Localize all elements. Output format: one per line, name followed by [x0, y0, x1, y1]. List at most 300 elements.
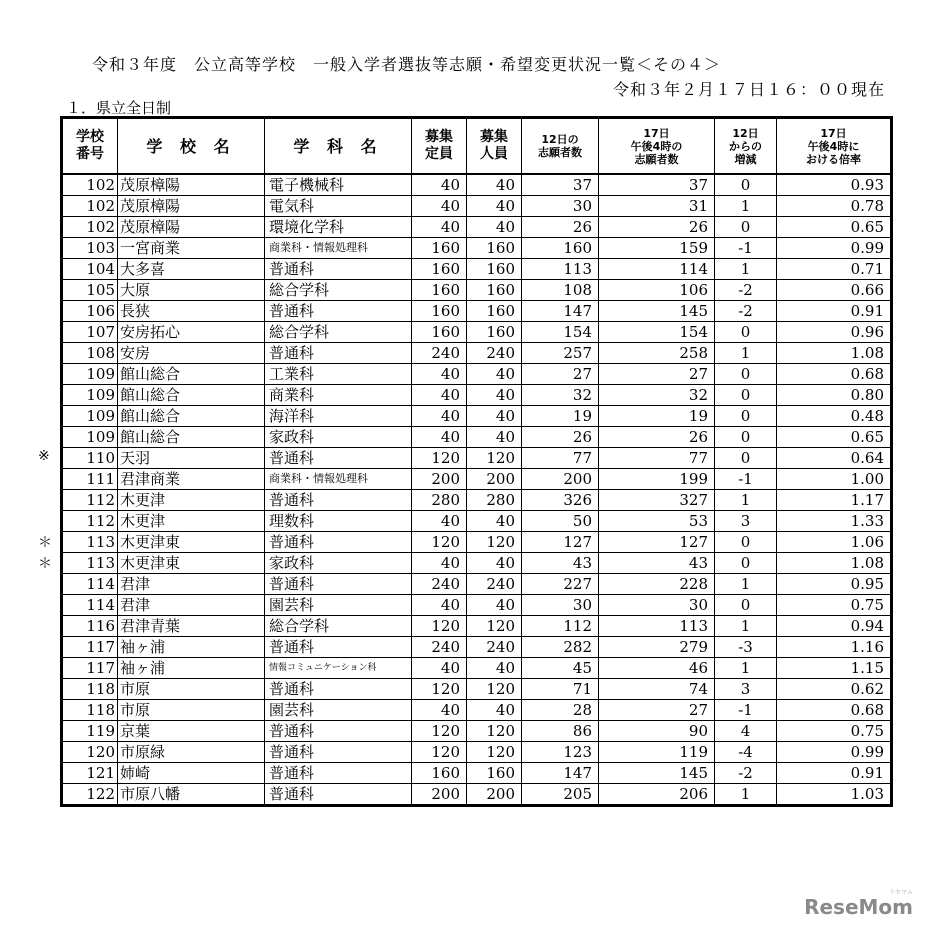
quota-cell: 120 — [412, 616, 467, 637]
change-cell: -2 — [715, 280, 777, 301]
apps12-cell: 113 — [522, 259, 599, 280]
school-name-cell: 姉崎 — [118, 763, 265, 784]
change-cell: -1 — [715, 238, 777, 259]
quota-cell: 120 — [412, 532, 467, 553]
school-name-cell: 君津商業 — [118, 469, 265, 490]
school-number-cell: 122 — [62, 784, 118, 806]
recruit-cell: 40 — [467, 511, 522, 532]
school-name-cell: 京葉 — [118, 721, 265, 742]
apps12-cell: 28 — [522, 700, 599, 721]
school-number-cell: 112 — [62, 511, 118, 532]
table-row — [62, 469, 892, 490]
table-row — [62, 364, 892, 385]
department-cell: 工業科 — [265, 364, 412, 385]
quota-cell: 200 — [412, 469, 467, 490]
apps17-cell: 228 — [599, 574, 715, 595]
school-number-cell: 116 — [62, 616, 118, 637]
quota-cell: 120 — [412, 742, 467, 763]
table-row — [62, 595, 892, 616]
ratio-cell: 1.00 — [777, 469, 892, 490]
recruit-cell: 160 — [467, 238, 522, 259]
change-cell: 1 — [715, 259, 777, 280]
change-cell: 1 — [715, 490, 777, 511]
ratio-cell: 0.64 — [777, 448, 892, 469]
school-name-cell: 安房拓心 — [118, 322, 265, 343]
apps17-cell: 279 — [599, 637, 715, 658]
school-name-cell: 茂原樟陽 — [118, 174, 265, 196]
school-name-cell: 茂原樟陽 — [118, 217, 265, 238]
table-row — [62, 700, 892, 721]
ratio-cell: 0.75 — [777, 721, 892, 742]
change-cell: -4 — [715, 742, 777, 763]
school-number-cell: 102 — [62, 196, 118, 217]
quota-cell: 40 — [412, 196, 467, 217]
department-cell: 普通科 — [265, 679, 412, 700]
col-header-change: 12日 からの 増減 — [715, 118, 777, 175]
recruit-cell: 280 — [467, 490, 522, 511]
recruit-cell: 160 — [467, 322, 522, 343]
apps17-cell: 77 — [599, 448, 715, 469]
school-number-cell: 118 — [62, 679, 118, 700]
school-name-cell: 袖ヶ浦 — [118, 637, 265, 658]
table-row — [62, 427, 892, 448]
department-cell: 普通科 — [265, 301, 412, 322]
apps12-cell: 30 — [522, 595, 599, 616]
apps17-cell: 30 — [599, 595, 715, 616]
quota-cell: 120 — [412, 721, 467, 742]
recruit-cell: 120 — [467, 448, 522, 469]
table-row — [62, 406, 892, 427]
change-cell: 1 — [715, 658, 777, 679]
ratio-cell: 1.15 — [777, 658, 892, 679]
school-number-cell: 117 — [62, 637, 118, 658]
ratio-cell: 0.68 — [777, 700, 892, 721]
ratio-cell: 0.91 — [777, 301, 892, 322]
school-number-cell: 109 — [62, 427, 118, 448]
apps17-cell: 327 — [599, 490, 715, 511]
ratio-cell: 0.66 — [777, 280, 892, 301]
change-cell: -2 — [715, 763, 777, 784]
table-row — [62, 511, 892, 532]
apps12-cell: 123 — [522, 742, 599, 763]
change-cell: 0 — [715, 174, 777, 196]
ratio-cell: 0.93 — [777, 174, 892, 196]
ratio-cell: 0.62 — [777, 679, 892, 700]
quota-cell: 160 — [412, 322, 467, 343]
apps17-cell: 43 — [599, 553, 715, 574]
change-cell: 1 — [715, 343, 777, 364]
school-number-cell: 106 — [62, 301, 118, 322]
col-header-apps17: 17日 午後4時の 志願者数 — [599, 118, 715, 175]
apps17-cell: 106 — [599, 280, 715, 301]
school-name-cell: 天羽 — [118, 448, 265, 469]
department-cell: 環境化学科 — [265, 217, 412, 238]
change-cell: 0 — [715, 322, 777, 343]
quota-cell: 40 — [412, 217, 467, 238]
recruit-cell: 240 — [467, 574, 522, 595]
apps17-cell: 19 — [599, 406, 715, 427]
ratio-cell: 0.91 — [777, 763, 892, 784]
school-number-cell: 104 — [62, 259, 118, 280]
recruit-cell: 40 — [467, 427, 522, 448]
school-name-cell: 館山総合 — [118, 406, 265, 427]
apps12-cell: 26 — [522, 217, 599, 238]
col-header-recruit: 募集 人員 — [467, 118, 522, 175]
apps12-cell: 108 — [522, 280, 599, 301]
recruit-cell: 40 — [467, 364, 522, 385]
school-number-cell: 112 — [62, 490, 118, 511]
ratio-cell: 0.65 — [777, 427, 892, 448]
table-row — [62, 553, 892, 574]
change-cell: 1 — [715, 616, 777, 637]
ratio-cell: 1.16 — [777, 637, 892, 658]
school-number-cell: 114 — [62, 574, 118, 595]
school-number-cell: 109 — [62, 385, 118, 406]
apps12-cell: 27 — [522, 364, 599, 385]
recruit-cell: 240 — [467, 637, 522, 658]
recruit-cell: 40 — [467, 658, 522, 679]
row-note-mark: ＊ — [38, 556, 52, 572]
department-cell: 海洋科 — [265, 406, 412, 427]
table-row — [62, 742, 892, 763]
table-header-row — [62, 118, 892, 175]
school-name-cell: 君津 — [118, 574, 265, 595]
table-row — [62, 280, 892, 301]
table-row — [62, 574, 892, 595]
apps17-cell: 46 — [599, 658, 715, 679]
school-name-cell: 木更津東 — [118, 532, 265, 553]
quota-cell: 40 — [412, 427, 467, 448]
apps12-cell: 43 — [522, 553, 599, 574]
department-cell: 普通科 — [265, 763, 412, 784]
document-title: 令和３年度 公立高等学校 一般入学者選抜等志願・希望変更状況一覧＜その４＞ — [92, 55, 722, 74]
department-cell: 普通科 — [265, 637, 412, 658]
recruit-cell: 160 — [467, 763, 522, 784]
table-row — [62, 763, 892, 784]
apps17-cell: 53 — [599, 511, 715, 532]
table-row — [62, 259, 892, 280]
department-cell: 普通科 — [265, 448, 412, 469]
apps17-cell: 258 — [599, 343, 715, 364]
school-number-cell: 119 — [62, 721, 118, 742]
change-cell: 0 — [715, 364, 777, 385]
table-row — [62, 343, 892, 364]
department-cell: 普通科 — [265, 490, 412, 511]
school-name-cell: 市原 — [118, 679, 265, 700]
school-number-cell: 113 — [62, 553, 118, 574]
apps12-cell: 45 — [522, 658, 599, 679]
recruit-cell: 120 — [467, 532, 522, 553]
quota-cell: 200 — [412, 784, 467, 806]
department-cell: 電子機械科 — [265, 174, 412, 196]
school-name-cell: 君津青葉 — [118, 616, 265, 637]
school-number-cell: 102 — [62, 174, 118, 196]
apps12-cell: 32 — [522, 385, 599, 406]
col-header-quota: 募集 定員 — [412, 118, 467, 175]
change-cell: 0 — [715, 595, 777, 616]
table-row — [62, 238, 892, 259]
table-row — [62, 301, 892, 322]
recruit-cell: 40 — [467, 217, 522, 238]
quota-cell: 40 — [412, 700, 467, 721]
department-cell: 普通科 — [265, 259, 412, 280]
department-cell: 商業科・情報処理科 — [265, 238, 412, 259]
school-number-cell: 110 — [62, 448, 118, 469]
table-row — [62, 322, 892, 343]
quota-cell: 160 — [412, 280, 467, 301]
school-number-cell: 120 — [62, 742, 118, 763]
quota-cell: 40 — [412, 364, 467, 385]
school-number-cell: 107 — [62, 322, 118, 343]
apps12-cell: 147 — [522, 763, 599, 784]
change-cell: 0 — [715, 532, 777, 553]
apps12-cell: 112 — [522, 616, 599, 637]
recruit-cell: 40 — [467, 595, 522, 616]
department-cell: 総合学科 — [265, 280, 412, 301]
apps17-cell: 145 — [599, 763, 715, 784]
as-of-date: 令和３年２月１７日１６：００現在 — [612, 80, 885, 99]
recruit-cell: 40 — [467, 406, 522, 427]
apps12-cell: 19 — [522, 406, 599, 427]
department-cell: 普通科 — [265, 574, 412, 595]
col-header-number: 学校 番号 — [62, 118, 118, 175]
school-name-cell: 大原 — [118, 280, 265, 301]
apps12-cell: 50 — [522, 511, 599, 532]
apps12-cell: 127 — [522, 532, 599, 553]
ratio-cell: 0.68 — [777, 364, 892, 385]
recruit-cell: 200 — [467, 784, 522, 806]
change-cell: 0 — [715, 427, 777, 448]
apps17-cell: 119 — [599, 742, 715, 763]
school-name-cell: 袖ヶ浦 — [118, 658, 265, 679]
change-cell: 3 — [715, 511, 777, 532]
apps17-cell: 199 — [599, 469, 715, 490]
ratio-cell: 1.08 — [777, 343, 892, 364]
recruit-cell: 120 — [467, 616, 522, 637]
apps17-cell: 31 — [599, 196, 715, 217]
quota-cell: 40 — [412, 406, 467, 427]
apps17-cell: 26 — [599, 217, 715, 238]
table-row — [62, 658, 892, 679]
school-name-cell: 木更津 — [118, 511, 265, 532]
apps12-cell: 86 — [522, 721, 599, 742]
department-cell: 普通科 — [265, 784, 412, 806]
apps17-cell: 159 — [599, 238, 715, 259]
school-name-cell: 茂原樟陽 — [118, 196, 265, 217]
apps17-cell: 27 — [599, 700, 715, 721]
department-cell: 園芸科 — [265, 700, 412, 721]
school-number-cell: 103 — [62, 238, 118, 259]
department-cell: 理数科 — [265, 511, 412, 532]
apps12-cell: 205 — [522, 784, 599, 806]
change-cell: -2 — [715, 301, 777, 322]
school-name-cell: 木更津 — [118, 490, 265, 511]
change-cell: 1 — [715, 196, 777, 217]
department-cell: 普通科 — [265, 742, 412, 763]
department-cell: 家政科 — [265, 553, 412, 574]
department-cell: 家政科 — [265, 427, 412, 448]
ratio-cell: 0.78 — [777, 196, 892, 217]
recruit-cell: 240 — [467, 343, 522, 364]
school-number-cell: 113 — [62, 532, 118, 553]
apps12-cell: 257 — [522, 343, 599, 364]
table-row — [62, 679, 892, 700]
col-header-department: 学 科 名 — [265, 118, 412, 175]
school-number-cell: 108 — [62, 343, 118, 364]
school-name-cell: 長狭 — [118, 301, 265, 322]
recruit-cell: 200 — [467, 469, 522, 490]
school-number-cell: 121 — [62, 763, 118, 784]
quota-cell: 40 — [412, 658, 467, 679]
recruit-cell: 40 — [467, 700, 522, 721]
ratio-cell: 0.94 — [777, 616, 892, 637]
apps17-cell: 206 — [599, 784, 715, 806]
apps12-cell: 77 — [522, 448, 599, 469]
quota-cell: 240 — [412, 574, 467, 595]
table-row — [62, 616, 892, 637]
col-header-ratio: 17日 午後4時に おける倍率 — [777, 118, 892, 175]
resemom-logo: ReseMom リセマム — [804, 889, 913, 919]
ratio-cell: 1.03 — [777, 784, 892, 806]
apps17-cell: 154 — [599, 322, 715, 343]
change-cell: 3 — [715, 679, 777, 700]
recruit-cell: 160 — [467, 301, 522, 322]
change-cell: -1 — [715, 700, 777, 721]
school-number-cell: 114 — [62, 595, 118, 616]
quota-cell: 240 — [412, 637, 467, 658]
ratio-cell: 0.99 — [777, 238, 892, 259]
apps12-cell: 282 — [522, 637, 599, 658]
recruit-cell: 40 — [467, 385, 522, 406]
ratio-cell: 0.65 — [777, 217, 892, 238]
recruit-cell: 160 — [467, 259, 522, 280]
apps12-cell: 26 — [522, 427, 599, 448]
school-name-cell: 館山総合 — [118, 364, 265, 385]
quota-cell: 160 — [412, 238, 467, 259]
ratio-cell: 0.71 — [777, 259, 892, 280]
quota-cell: 40 — [412, 385, 467, 406]
table-row — [62, 532, 892, 553]
apps17-cell: 26 — [599, 427, 715, 448]
change-cell: 0 — [715, 448, 777, 469]
ratio-cell: 1.08 — [777, 553, 892, 574]
department-cell: 総合学科 — [265, 616, 412, 637]
school-number-cell: 118 — [62, 700, 118, 721]
table-row — [62, 174, 892, 196]
change-cell: 1 — [715, 574, 777, 595]
school-number-cell: 109 — [62, 364, 118, 385]
row-note-mark: ※ — [38, 448, 50, 464]
school-number-cell: 109 — [62, 406, 118, 427]
apps17-cell: 27 — [599, 364, 715, 385]
recruit-cell: 40 — [467, 196, 522, 217]
recruit-cell: 40 — [467, 174, 522, 196]
apps17-cell: 37 — [599, 174, 715, 196]
change-cell: 0 — [715, 406, 777, 427]
school-name-cell: 館山総合 — [118, 427, 265, 448]
quota-cell: 120 — [412, 679, 467, 700]
col-header-apps12: 12日の 志願者数 — [522, 118, 599, 175]
quota-cell: 40 — [412, 511, 467, 532]
recruit-cell: 40 — [467, 553, 522, 574]
school-name-cell: 大多喜 — [118, 259, 265, 280]
change-cell: 0 — [715, 385, 777, 406]
department-cell: 園芸科 — [265, 595, 412, 616]
school-name-cell: 一宮商業 — [118, 238, 265, 259]
apps12-cell: 71 — [522, 679, 599, 700]
table-row — [62, 784, 892, 806]
quota-cell: 120 — [412, 448, 467, 469]
department-cell: 普通科 — [265, 532, 412, 553]
ratio-cell: 1.33 — [777, 511, 892, 532]
applications-table — [60, 116, 893, 807]
change-cell: 0 — [715, 217, 777, 238]
apps12-cell: 160 — [522, 238, 599, 259]
recruit-cell: 160 — [467, 280, 522, 301]
department-cell: 普通科 — [265, 343, 412, 364]
table-row — [62, 448, 892, 469]
apps12-cell: 227 — [522, 574, 599, 595]
apps17-cell: 145 — [599, 301, 715, 322]
change-cell: 4 — [715, 721, 777, 742]
apps12-cell: 326 — [522, 490, 599, 511]
change-cell: 1 — [715, 784, 777, 806]
section-heading: １．県立全日制 — [66, 99, 172, 117]
apps17-cell: 113 — [599, 616, 715, 637]
apps12-cell: 37 — [522, 174, 599, 196]
ratio-cell: 0.99 — [777, 742, 892, 763]
ratio-cell: 0.80 — [777, 385, 892, 406]
school-name-cell: 市原緑 — [118, 742, 265, 763]
ratio-cell: 0.96 — [777, 322, 892, 343]
quota-cell: 160 — [412, 259, 467, 280]
ratio-cell: 1.17 — [777, 490, 892, 511]
table-row — [62, 490, 892, 511]
quota-cell: 280 — [412, 490, 467, 511]
apps17-cell: 127 — [599, 532, 715, 553]
school-name-cell: 君津 — [118, 595, 265, 616]
ratio-cell: 0.75 — [777, 595, 892, 616]
apps12-cell: 30 — [522, 196, 599, 217]
change-cell: -1 — [715, 469, 777, 490]
col-header-school: 学 校 名 — [118, 118, 265, 175]
department-cell: 商業科 — [265, 385, 412, 406]
department-cell: 総合学科 — [265, 322, 412, 343]
table-row — [62, 217, 892, 238]
apps12-cell: 147 — [522, 301, 599, 322]
apps17-cell: 114 — [599, 259, 715, 280]
ratio-cell: 0.95 — [777, 574, 892, 595]
department-cell: 商業科・情報処理科 — [265, 469, 412, 490]
quota-cell: 40 — [412, 595, 467, 616]
recruit-cell: 120 — [467, 742, 522, 763]
quota-cell: 40 — [412, 553, 467, 574]
ratio-cell: 1.06 — [777, 532, 892, 553]
school-number-cell: 111 — [62, 469, 118, 490]
change-cell: 0 — [715, 553, 777, 574]
apps17-cell: 74 — [599, 679, 715, 700]
quota-cell: 160 — [412, 763, 467, 784]
change-cell: -3 — [715, 637, 777, 658]
school-number-cell: 105 — [62, 280, 118, 301]
apps17-cell: 90 — [599, 721, 715, 742]
table-row — [62, 637, 892, 658]
school-number-cell: 117 — [62, 658, 118, 679]
school-number-cell: 102 — [62, 217, 118, 238]
quota-cell: 160 — [412, 301, 467, 322]
table-row — [62, 196, 892, 217]
quota-cell: 40 — [412, 174, 467, 196]
